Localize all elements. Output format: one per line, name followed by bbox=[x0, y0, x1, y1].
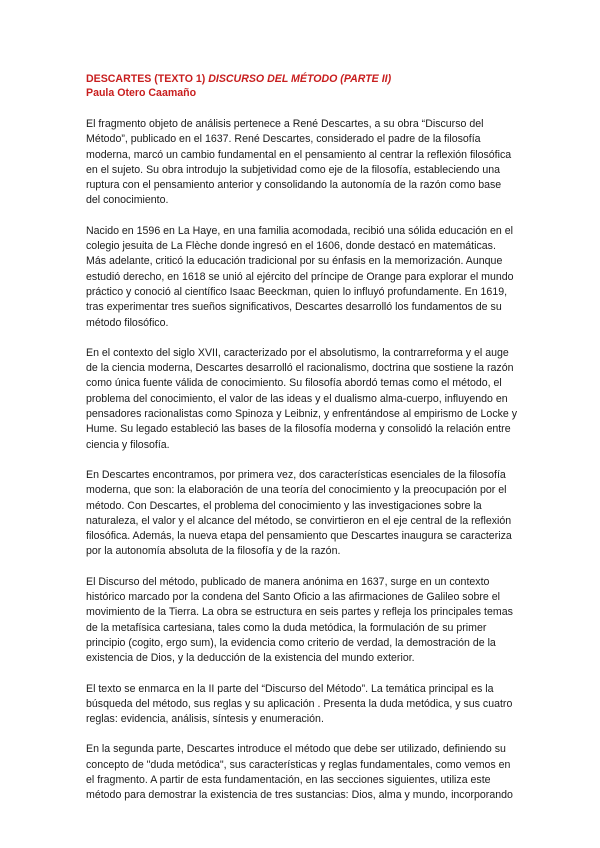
paragraph-5: El Discurso del método, publicado de manera anónima en 1637, surge en un contexto histórico marcado por la condena del Santo Oficio a las afirmaciones de Galileo sobre el movimiento de la Tierra. La obra se estructura en seis partes y refleja los principales temas de la metafísica cartesiana, tales como la duda metódica, la formulación de su primer principio (cogito, ergo sum), la evidencia como criterio de verdad, la demostración de la existencia de Dios, y la deducción de la existencia del mundo exterior. bbox=[86, 575, 513, 665]
paragraph-2: Nacido en 1596 en La Haye, en una familia acomodada, recibió una sólida educación en el colegio jesuita de La Flèche donde ingresó en el 1606, donde destacó en matemáticas. Más adelante, criticó la educación tradicional por su énfasis en la memorización. Aunque estudió derecho, en 1618 se unió al ejército del príncipe de Orange para explorar el mundo práctico y conoció al científico Isaac Beeckman, quien lo influyó profundamente. En 1619, tras experimentar tres sueños significativos, Descartes desarrolló los fundamentos de su método filosófico. bbox=[86, 224, 514, 329]
paragraph-1: El fragmento objeto de análisis pertenece a René Descartes, a su obra “Discurso del Método”, publicado en el 1637. René Descartes, considerado el padre de la filosofía moderna, marcó un cambio fundamental en el pensamiento al centrar la reflexión filosófica en el sujeto. Su obra introdujo la subjetividad como eje de la filosofía, estableciendo una ruptura con el pensamiento anterior y consolidando la autonomía de la razón como base del conocimiento. bbox=[86, 118, 512, 207]
document-author: Paula Otero Caamaño bbox=[86, 87, 197, 99]
paragraph-7: En la segunda parte, Descartes introduce el método que debe ser utilizado, definiendo su concepto de "duda metódica", sus características y reglas fundamentales, como vemos en el fragmento. A partir de esta fundamentación, en las secciones siguientes, utiliza este método para demostrar la existencia de tres sustancias: Dios, alma y mundo, incorporando bbox=[86, 743, 513, 802]
paragraph-3: En el contexto del siglo XVII, caracterizado por el absolutismo, la contrarreforma y el auge de la ciencia moderna, Descartes desarrolló el racionalismo, doctrina que sostiene la razón como única fuente válida de conocimiento. Su filosofía abordó temas como el método, el problema del conocimiento, el valor de las ideas y el dualismo alma-cuerpo, influyendo en pensadores racionalistas como Spinoza y Leibniz, y enfrentándose al empirismo de Locke y Hume. Su legado estableció las bases de la filosofía moderna y consolidó la relación entre ciencia y filosofía. bbox=[86, 346, 518, 451]
title-plain: DESCARTES (TEXTO 1) bbox=[86, 73, 209, 85]
paragraph-4: En Descartes encontramos, por primera vez, dos características esenciales de la filosofía moderna, que son: la elaboración de una teoría del conocimiento y la preocupación por el método. Con Descartes, el problema del conocimiento y las investigaciones sobre la naturaleza, el valor y el alcance del método, se convirtieron en el eje central de la reflexión filosófica. Además, la nueva etapa del pensamiento que Descartes inaugura se caracteriza por la autonomía absoluta de la filosofía y de la razón. bbox=[86, 468, 512, 558]
paragraph-6: El texto se enmarca en la II parte del “Discurso del Método”. La temática principal es la búsqueda del método, sus reglas y su aplicación . Presenta la duda metódica, y sus cuatro reglas: evidencia, análisis, síntesis y enumeración. bbox=[86, 682, 513, 726]
title-italic: DISCURSO DEL MÉTODO (PARTE II) bbox=[208, 73, 392, 85]
document-title bbox=[86, 72, 518, 86]
